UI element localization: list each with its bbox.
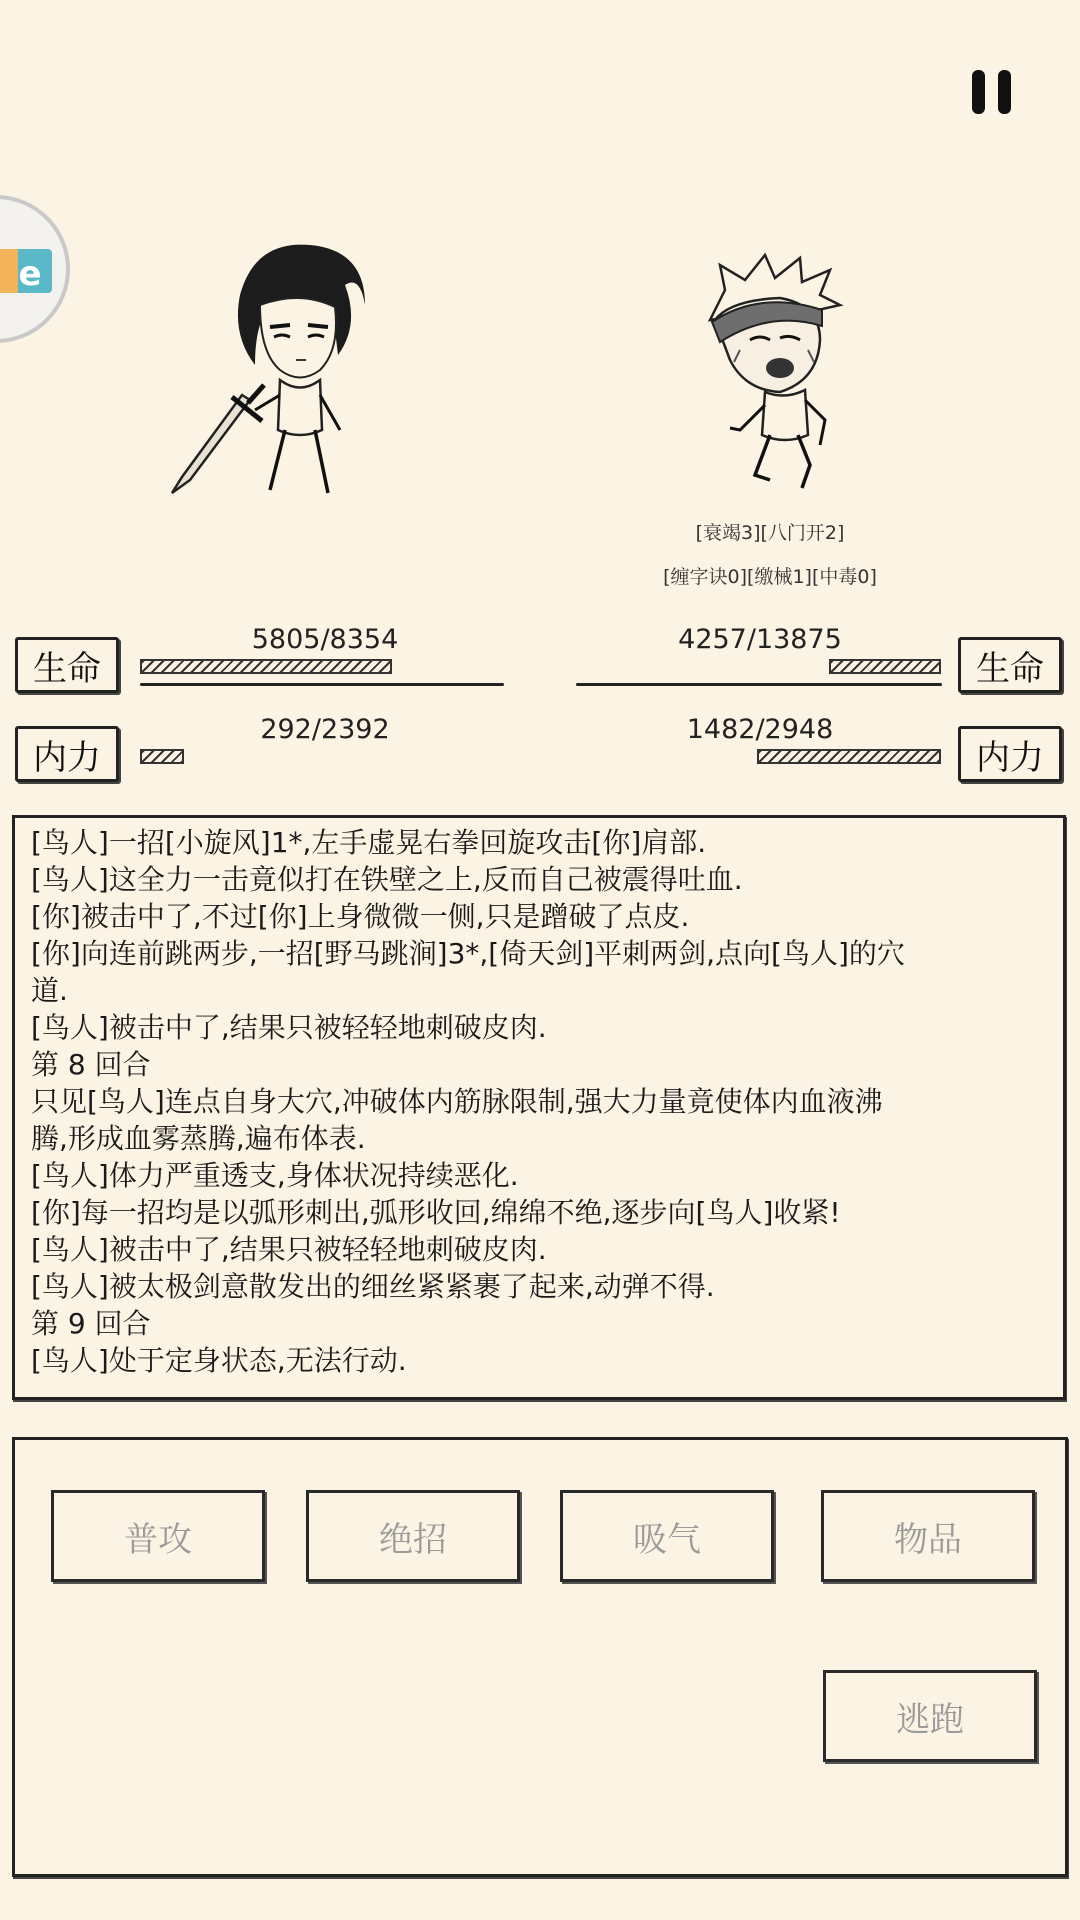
- enemy-hp-value: 4257/13875: [678, 624, 842, 655]
- items-button[interactable]: 物品: [821, 1490, 1035, 1582]
- enemy-mp-value: 1482/2948: [686, 714, 834, 745]
- battle-log-line: [鸟人]一招[小旋风]1*,左手虚晃右拳回旋攻击[你]肩部.: [31, 826, 707, 859]
- battle-log[interactable]: [12, 815, 1066, 1400]
- enemy-status-effects-line1: [衰竭3][八门开2]: [695, 522, 845, 544]
- player-hp-value: 5805/8354: [251, 624, 399, 655]
- enemy-status-effects-line2: [缠字诀0][缴械1][中毒0]: [663, 566, 877, 588]
- battle-log-line: 只见[鸟人]连点自身大穴,冲破体内筋脉限制,强大力量竟使体内血液沸: [31, 1085, 883, 1118]
- action-panel: [12, 1437, 1068, 1877]
- battle-log-line: 第 9 回合: [31, 1307, 151, 1340]
- battle-log-line: [你]向连前跳两步,一招[野马跳涧]3*,[倚天剑]平刺两剑,点向[鸟人]的穴: [31, 937, 905, 970]
- battle-log-line: [鸟人]被击中了,结果只被轻轻地刺破皮肉.: [31, 1011, 547, 1044]
- battle-log-line: [你]每一招均是以弧形刺出,弧形收回,绵绵不绝,逐步向[鸟人]收紧!: [31, 1196, 841, 1229]
- battle-log-line: [鸟人]被太极剑意散发出的细丝紧紧裹了起来,动弹不得.: [31, 1270, 715, 1303]
- player-hp-bar-track: [140, 683, 504, 686]
- enemy-mp-bar: [757, 749, 941, 764]
- battle-log-line: [鸟人]被击中了,结果只被轻轻地刺破皮肉.: [31, 1233, 547, 1266]
- player-mp-label: 内力: [15, 726, 119, 782]
- pause-icon: [972, 70, 985, 114]
- enemy-hp-bar: [829, 659, 941, 674]
- ultimate-skill-button[interactable]: 绝招: [306, 1490, 520, 1582]
- player-character-sprite: [160, 235, 420, 515]
- app-logo-icon: [0, 243, 52, 299]
- enemy-mp-label: 内力: [958, 726, 1062, 782]
- player-mp-bar: [140, 749, 184, 764]
- breathe-button[interactable]: 吸气: [560, 1490, 774, 1582]
- enemy-hp-label: 生命: [958, 637, 1062, 693]
- battle-log-line: [鸟人]这全力一击竟似打在铁壁之上,反而自己被震得吐血.: [31, 863, 743, 896]
- battle-log-line: [鸟人]体力严重透支,身体状况持续恶化.: [31, 1159, 519, 1192]
- player-hp-label: 生命: [15, 637, 119, 693]
- battle-log-line: [你]被击中了,不过[你]上身微微一侧,只是蹭破了点皮.: [31, 900, 690, 933]
- player-hp-bar: [140, 659, 392, 674]
- svg-text:e: e: [18, 254, 42, 294]
- pause-button[interactable]: [968, 70, 1018, 116]
- battle-log-line: [鸟人]处于定身状态,无法行动.: [31, 1344, 407, 1377]
- enemy-character-sprite: [690, 250, 900, 500]
- battle-log-line: 道.: [31, 974, 68, 1007]
- battle-log-line: 腾,形成血雾蒸腾,遍布体表.: [31, 1122, 366, 1155]
- enemy-hp-bar-track: [576, 683, 942, 686]
- player-mp-value: 292/2392: [260, 714, 390, 745]
- battle-log-line: 第 8 回合: [31, 1048, 151, 1081]
- floating-assistant-button[interactable]: [0, 195, 70, 343]
- flee-button[interactable]: 逃跑: [823, 1670, 1037, 1762]
- attack-button[interactable]: 普攻: [51, 1490, 265, 1582]
